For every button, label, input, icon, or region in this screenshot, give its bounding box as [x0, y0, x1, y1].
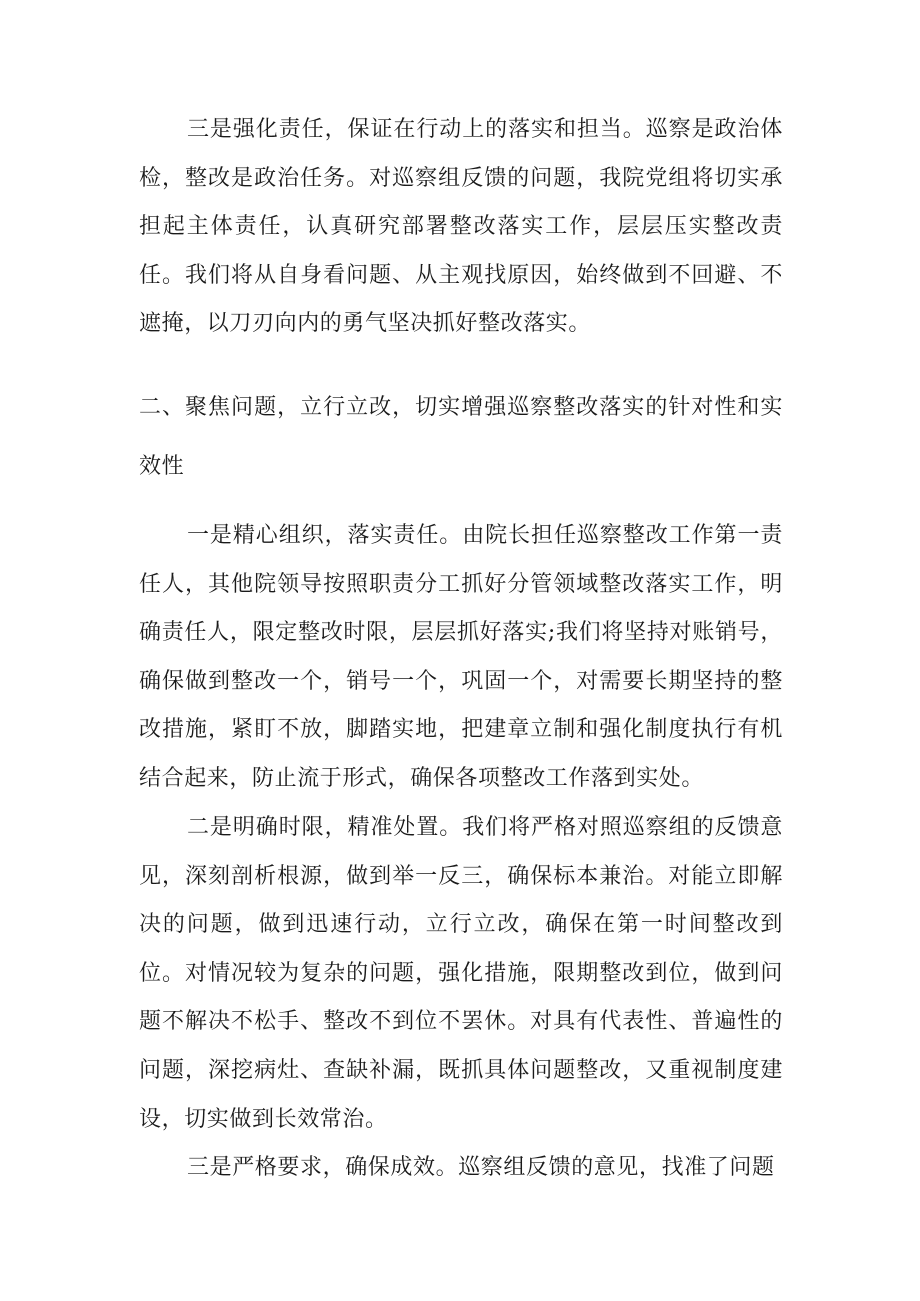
paragraph-requirements: 三是严格要求，确保成效。巡察组反馈的意见，找准了问题 — [187, 1155, 775, 1180]
paragraph-deadline: 二是明确时限，精准处置。我们将严格对照巡察组的反馈意见，深刻剖析根源，做到举一反三，确保标本兼治。对能立即解决的问题，做到迅速行动，立行立改，确保在第一时间整改到位。对情况较为复杂的问题，强化措施，限期整改到位，做到问题不解决不松手、整改不到位不罢休。对具有代表性、普遍性的问题，深挖病灶、查缺补漏，既抓具体问题整改，又重视制度建设，切实做到长效常治。 — [139, 815, 783, 1132]
section-heading-2: 二、聚焦问题，立行立改，切实增强巡察整改落实的针对性和实效性 — [139, 395, 783, 479]
paragraph-responsibility: 三是强化责任，保证在行动上的落实和担当。巡察是政治体检，整改是政治任务。对巡察组反馈的问题，我院党组将切实承担起主体责任，认真研究部署整改落实工作，层层压实整改责任。我们将从自身看问题、从主观找原因，始终做到不回避、不遮掩，以刀刃向内的勇气坚决抓好整改落实。 — [139, 117, 783, 337]
paragraph-organize: 一是精心组织，落实责任。由院长担任巡察整改工作第一责任人，其他院领导按照职责分工抓好分管领域整改落实工作，明确责任人，限定整改时限，层层抓好落实;我们将坚持对账销号，确保做到整改一个，销号一个，巩固一个，对需要长期坚持的整改措施，紧盯不放，脚踏实地，把建章立制和强化制度执行有机结合起来，防止流于形式，确保各项整改工作落到实处。 — [139, 523, 783, 791]
